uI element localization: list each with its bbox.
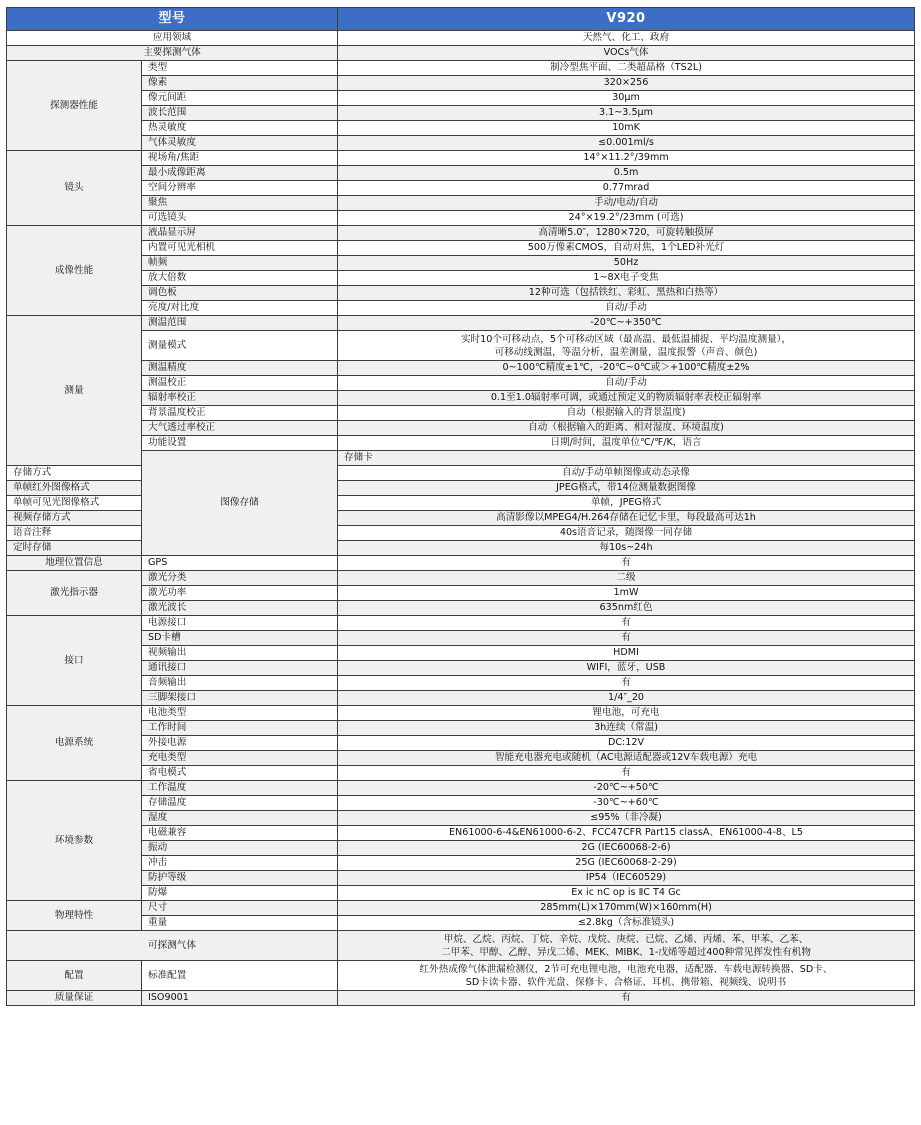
spec-value-line: 有 (621, 677, 631, 688)
spec-row (7, 196, 915, 211)
spec-row (7, 136, 915, 151)
spec-value-line: 285mm(L)×170mm(W)×160mm(H) (540, 902, 712, 913)
spec-row (7, 406, 915, 421)
spec-row (7, 616, 915, 631)
spec-row (7, 706, 915, 721)
spec-value (338, 226, 915, 241)
spec-value-line: 3h连续（常温) (594, 722, 658, 733)
spec-category: 接口 (7, 616, 142, 706)
spec-category: 测量 (7, 316, 142, 466)
spec-item: 激光功率 (142, 586, 338, 601)
spec-value-line: ≤2.8kg（含标准镜头) (577, 917, 675, 928)
spec-category: 环境参数 (7, 781, 142, 901)
spec-table (6, 7, 915, 1006)
spec-value-line: JPEG格式，带14位测量数据图像 (556, 482, 696, 493)
spec-value-line: ≤95%（非冷凝) (590, 812, 662, 823)
spec-item: 电源接口 (142, 616, 338, 631)
spec-value (338, 151, 915, 166)
spec-item: 像元间距 (142, 91, 338, 106)
spec-value-line: 锂电池，可充电 (592, 707, 660, 718)
spec-item: 大气透过率校正 (142, 421, 338, 436)
spec-value-line: 1mW (613, 587, 639, 598)
spec-value-line: 有 (621, 992, 631, 1003)
spec-row (7, 676, 915, 691)
spec-item: 激光分类 (142, 571, 338, 586)
spec-item: 最小成像距离 (142, 166, 338, 181)
spec-label: 应用领域 (7, 31, 338, 46)
spec-item: 三脚架接口 (142, 691, 338, 706)
spec-row (7, 781, 915, 796)
spec-value (338, 421, 915, 436)
spec-value-line: 0~100℃精度±1℃，-20℃~0℃或＞+100℃精度±2% (502, 362, 750, 373)
spec-value-line: 14°×11.2°/39mm (583, 152, 669, 163)
spec-item: 热灵敏度 (142, 121, 338, 136)
spec-value-line: 有 (621, 767, 631, 778)
spec-item: 测量模式 (142, 331, 338, 361)
spec-item: 存储卡 (338, 451, 915, 466)
spec-category: 激光指示器 (7, 571, 142, 616)
spec-row (7, 61, 915, 76)
spec-item: 辐射率校正 (142, 391, 338, 406)
spec-row (7, 916, 915, 931)
spec-category: 图像存储 (142, 451, 338, 556)
spec-value-line: 有 (621, 617, 631, 628)
spec-category: 探测器性能 (7, 61, 142, 151)
spec-value (338, 166, 915, 181)
spec-row (7, 181, 915, 196)
spec-item: 重量 (142, 916, 338, 931)
spec-item: 工作时间 (142, 721, 338, 736)
spec-value-line: 自动/手动单帧图像或动态录像 (562, 467, 690, 478)
spec-item: 单帧红外图像格式 (7, 481, 142, 496)
spec-item: 激光波长 (142, 601, 338, 616)
spec-value (338, 706, 915, 721)
spec-value (338, 376, 915, 391)
spec-item: 存储方式 (7, 466, 142, 481)
spec-row (7, 391, 915, 406)
spec-value-line: 50Hz (613, 257, 639, 268)
spec-value (338, 736, 915, 751)
spec-value (338, 436, 915, 451)
spec-value (338, 106, 915, 121)
spec-value-line: 有 (621, 632, 631, 643)
spec-value (338, 46, 915, 61)
spec-item: 测温精度 (142, 361, 338, 376)
spec-value-line: DC:12V (607, 737, 645, 748)
spec-value-line: 自动（根据输入的背景温度) (566, 407, 686, 418)
spec-item: 内置可见光相机 (142, 241, 338, 256)
spec-body (7, 31, 915, 1006)
spec-value-line: 手动/电动/自动 (594, 197, 659, 208)
spec-value (338, 691, 915, 706)
spec-value (338, 631, 915, 646)
spec-row (7, 751, 915, 766)
spec-value (338, 871, 915, 886)
spec-category: 地理位置信息 (7, 556, 142, 571)
spec-value (338, 181, 915, 196)
spec-value-line: 12种可选（包括铁红、彩虹、黑热和白热等） (528, 287, 724, 298)
spec-row (7, 46, 915, 61)
spec-value-line: 每10s~24h (599, 542, 653, 553)
spec-row (7, 256, 915, 271)
spec-item: 单帧可见光图像格式 (7, 496, 142, 511)
spec-value (338, 271, 915, 286)
spec-row (7, 286, 915, 301)
spec-item: 防护等级 (142, 871, 338, 886)
spec-item: 电池类型 (142, 706, 338, 721)
spec-value-line: 3.1~3.5μm (599, 107, 654, 118)
spec-row (7, 91, 915, 106)
spec-value-line: 日期/时间，温度单位℃/℉/K，语言 (550, 437, 702, 448)
spec-item: 省电模式 (142, 766, 338, 781)
spec-item: 通讯接口 (142, 661, 338, 676)
spec-row (7, 871, 915, 886)
spec-value-line: 自动（根据输入的距离、相对湿度、环境温度) (528, 422, 724, 433)
spec-category: 电源系统 (7, 706, 142, 781)
spec-value (338, 586, 915, 601)
spec-value (338, 91, 915, 106)
spec-value (338, 661, 915, 676)
spec-row (7, 226, 915, 241)
spec-value (338, 466, 915, 481)
spec-value-line: 制冷型焦平面、二类超晶格（TS2L) (550, 62, 702, 73)
spec-value (338, 676, 915, 691)
spec-value (338, 331, 915, 361)
spec-value (338, 196, 915, 211)
spec-value-line: 实时10个可移动点，5个可移动区域（最高温、最低温捕捉、平均温度测量）， (460, 333, 792, 345)
spec-value (338, 511, 915, 526)
spec-value-line: 二级 (616, 572, 636, 583)
spec-item: 测温校正 (142, 376, 338, 391)
spec-row (7, 886, 915, 901)
spec-row (7, 901, 915, 916)
spec-value (338, 286, 915, 301)
spec-value (338, 121, 915, 136)
spec-value-line: 25G (IEC60068-2-29) (575, 857, 677, 868)
spec-row (7, 436, 915, 451)
spec-value-line: 1~8X电子变焦 (593, 272, 659, 283)
spec-item: 工作温度 (142, 781, 338, 796)
spec-value (338, 886, 915, 901)
spec-value (338, 406, 915, 421)
header-row (7, 8, 915, 31)
spec-item: 测温范围 (142, 316, 338, 331)
spec-value (338, 646, 915, 661)
spec-item: ISO9001 (142, 991, 338, 1006)
spec-value (338, 31, 915, 46)
spec-item: 类型 (142, 61, 338, 76)
spec-value-line: 30μm (612, 92, 640, 103)
spec-row (7, 421, 915, 436)
model-name-header: V920 (338, 8, 915, 31)
spec-value (338, 901, 915, 916)
spec-item: 振动 (142, 841, 338, 856)
spec-row (7, 766, 915, 781)
spec-item: 液晶显示屏 (142, 226, 338, 241)
spec-row (7, 991, 915, 1006)
spec-item: 波长范围 (142, 106, 338, 121)
spec-value-line: 320×256 (603, 77, 649, 88)
spec-value-line: 高清晰5.0″，1280×720，可旋转触摸屏 (538, 227, 714, 238)
spec-value-line: WIFI，蓝牙，USB (586, 662, 666, 673)
spec-item: 调色板 (142, 286, 338, 301)
spec-row (7, 931, 915, 961)
spec-value (338, 241, 915, 256)
spec-value (338, 991, 915, 1006)
spec-item: SD卡槽 (142, 631, 338, 646)
spec-value (338, 76, 915, 91)
spec-item: 视频存储方式 (7, 511, 142, 526)
spec-row (7, 811, 915, 826)
spec-value (338, 856, 915, 871)
spec-value-line: ≤0.001ml/s (598, 137, 654, 148)
spec-row (7, 271, 915, 286)
spec-value-line-2: SD卡读卡器、软件光盘、保修卡、合格证、耳机、携带箱、视频线、说明书 (465, 976, 787, 988)
spec-value-line: 单帧，JPEG格式 (590, 497, 662, 508)
spec-value (338, 361, 915, 376)
spec-row (7, 571, 915, 586)
spec-item: 像素 (142, 76, 338, 91)
spec-item: 湿度 (142, 811, 338, 826)
spec-row (7, 721, 915, 736)
spec-value-line: -20℃~+50℃ (593, 782, 659, 793)
spec-item: 音频输出 (142, 676, 338, 691)
spec-item: 视频输出 (142, 646, 338, 661)
spec-value-line: Ex ic nC op is ⅡC T4 Gc (571, 887, 681, 898)
spec-row (7, 121, 915, 136)
spec-value-line: 40s语音记录，随图像一同存储 (559, 527, 693, 538)
spec-value-line: 24°×19.2°/23mm (可选) (568, 212, 684, 223)
spec-item: 功能设置 (142, 436, 338, 451)
spec-value (338, 781, 915, 796)
spec-row (7, 361, 915, 376)
spec-row (7, 856, 915, 871)
spec-row (7, 211, 915, 226)
spec-label: 主要探测气体 (7, 46, 338, 61)
spec-value-line: HDMI (613, 647, 639, 658)
spec-value (338, 541, 915, 556)
spec-item: 背景温度校正 (142, 406, 338, 421)
spec-row (7, 151, 915, 166)
spec-value-line: -30℃~+60℃ (593, 797, 659, 808)
spec-row (7, 331, 915, 361)
spec-category: 质量保证 (7, 991, 142, 1006)
spec-item: 亮度/对比度 (142, 301, 338, 316)
spec-item: 放大倍数 (142, 271, 338, 286)
spec-row (7, 316, 915, 331)
spec-row (7, 556, 915, 571)
spec-value-line: 10mK (612, 122, 640, 133)
spec-value (338, 61, 915, 76)
spec-value-line: 红外热成像气体泄漏检测仪，2节可充电锂电池，电池充电器，适配器、车载电源转换器、SD卡、 (419, 963, 833, 975)
spec-row (7, 841, 915, 856)
spec-value-line: 0.1至1.0辐射率可调，或通过预定义的物质辐射率表校正辐射率 (490, 392, 762, 403)
spec-row (7, 31, 915, 46)
spec-row (7, 691, 915, 706)
spec-value-line: IP54（IEC60529) (585, 872, 667, 883)
model-label-header: 型号 (7, 8, 338, 31)
spec-value-line: VOCs气体 (603, 47, 649, 58)
spec-value (338, 526, 915, 541)
spec-value-line: 500万像素CMOS，自动对焦，1个LED补光灯 (527, 242, 725, 253)
spec-row (7, 826, 915, 841)
spec-item: 电磁兼容 (142, 826, 338, 841)
spec-value-line: 635nm红色 (599, 602, 653, 613)
spec-value (338, 571, 915, 586)
spec-value (338, 601, 915, 616)
spec-row (7, 106, 915, 121)
spec-value-line: 0.5m (613, 167, 639, 178)
spec-value (338, 256, 915, 271)
spec-item: 可选镜头 (142, 211, 338, 226)
spec-label: 可探测气体 (7, 931, 338, 961)
spec-row (7, 76, 915, 91)
spec-item: 存储温度 (142, 796, 338, 811)
spec-item: GPS (142, 556, 338, 571)
spec-value (338, 796, 915, 811)
spec-value (338, 841, 915, 856)
spec-row (7, 631, 915, 646)
spec-value (338, 616, 915, 631)
spec-value-line: 1/4″_20 (608, 692, 645, 703)
spec-item: 视场角/焦距 (142, 151, 338, 166)
spec-value (338, 136, 915, 151)
spec-value-line: 高清影像以MPEG4/H.264存储在记忆卡里，每段最高可达1h (496, 512, 756, 523)
spec-row (7, 796, 915, 811)
spec-value (338, 931, 915, 961)
spec-item: 尺寸 (142, 901, 338, 916)
spec-category: 物理特性 (7, 901, 142, 931)
spec-item: 标准配置 (142, 961, 338, 991)
spec-row (7, 736, 915, 751)
spec-row (7, 166, 915, 181)
spec-item: 充电类型 (142, 751, 338, 766)
spec-value (338, 826, 915, 841)
spec-value (338, 811, 915, 826)
spec-item: 防爆 (142, 886, 338, 901)
spec-row (7, 601, 915, 616)
spec-item: 语音注释 (7, 526, 142, 541)
spec-value (338, 916, 915, 931)
spec-value-line: 天然气、化工、政府 (582, 32, 670, 43)
spec-value (338, 316, 915, 331)
spec-value (338, 721, 915, 736)
spec-row (7, 376, 915, 391)
spec-item: 冲击 (142, 856, 338, 871)
spec-value-line: 甲烷、乙烷、丙烷、丁烷、辛烷、戊烷、庚烷、已烷、乙烯、丙烯、苯、甲苯、乙苯、 (443, 933, 809, 945)
spec-value-line-2: 二甲苯、甲醇、乙醇、异戊二烯、MEK、MIBK、1-戊烯等超过400种常见挥发性有机物 (441, 946, 811, 958)
spec-item: 帧频 (142, 256, 338, 271)
spec-value-line: 有 (621, 557, 631, 568)
spec-value (338, 211, 915, 226)
spec-category: 配置 (7, 961, 142, 991)
spec-row (7, 451, 915, 466)
spec-value-line: 自动/手动 (605, 302, 647, 313)
spec-value (338, 751, 915, 766)
spec-item: 聚焦 (142, 196, 338, 211)
spec-value-line: 智能充电器充电或随机（AC电源适配器或12V车载电源）充电 (494, 752, 758, 763)
spec-item: 气体灵敏度 (142, 136, 338, 151)
spec-value (338, 301, 915, 316)
spec-row (7, 961, 915, 991)
spec-value-line-2: 可移动线测温，等温分析，温差测量，温度报警（声音、颜色) (494, 346, 758, 358)
spec-value (338, 961, 915, 991)
spec-category: 成像性能 (7, 226, 142, 316)
spec-item: 外接电源 (142, 736, 338, 751)
spec-value (338, 556, 915, 571)
spec-item: 定时存储 (7, 541, 142, 556)
spec-item: 空间分辨率 (142, 181, 338, 196)
spec-row (7, 646, 915, 661)
spec-value (338, 766, 915, 781)
spec-row (7, 661, 915, 676)
spec-value (338, 391, 915, 406)
spec-value (338, 496, 915, 511)
spec-value-line: 2G (IEC60068-2-6) (581, 842, 671, 853)
spec-value-line: 0.77mrad (602, 182, 650, 193)
spec-value-line: 自动/手动 (605, 377, 647, 388)
spec-row (7, 586, 915, 601)
spec-value-line: -20℃~+350℃ (590, 317, 662, 328)
spec-row (7, 241, 915, 256)
spec-category: 镜头 (7, 151, 142, 226)
spec-value (338, 481, 915, 496)
spec-row (7, 301, 915, 316)
spec-value-line: EN61000-6-4&EN61000-6-2、FCC47CFR Part15 classA、EN61000-4-8、L5 (449, 827, 804, 838)
